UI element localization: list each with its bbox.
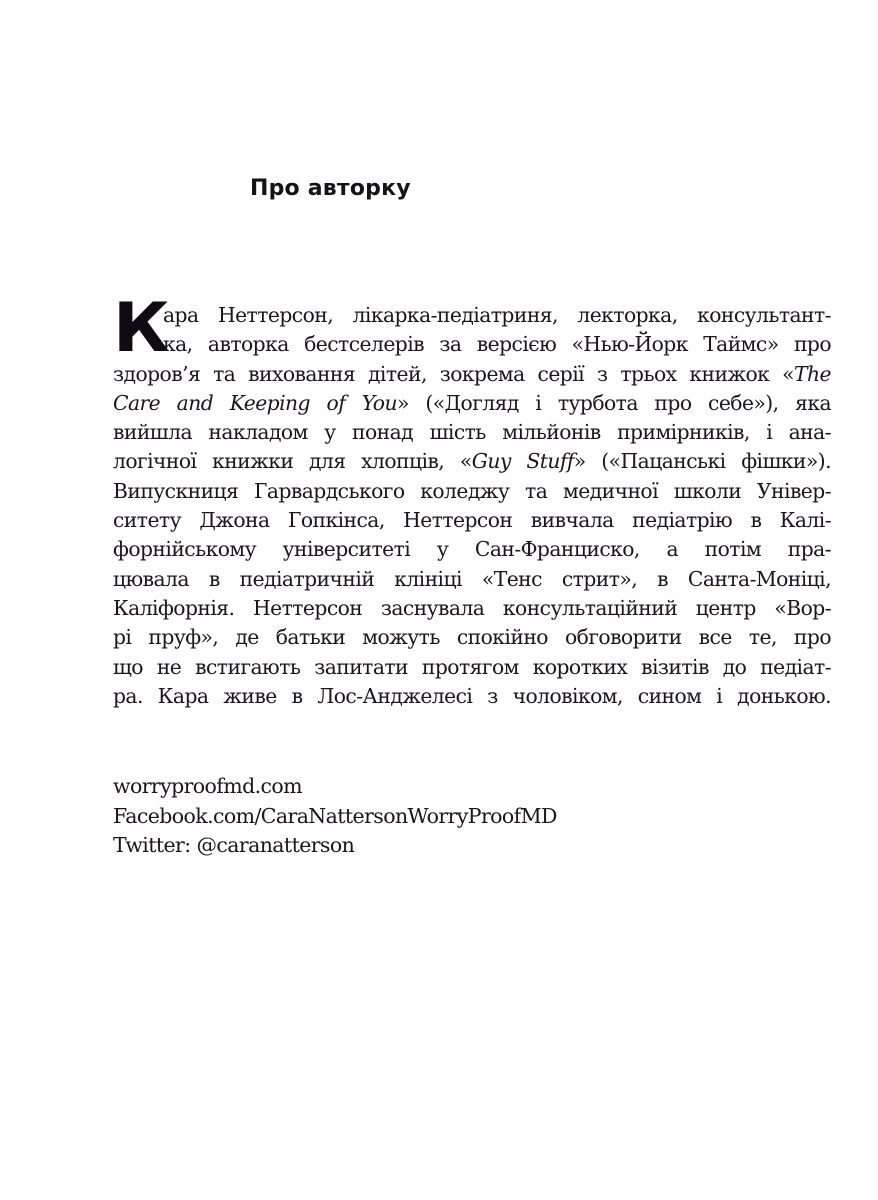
bio-text: рі пруф», де батьки можуть спокійно обговорити все те, про <box>113 625 831 650</box>
bio-line <box>113 418 831 447</box>
bio-line <box>113 301 831 330</box>
bio-text: ра. Кара живе в Лос-Анджелесі з чоловіком, сином і донькою. <box>113 683 831 708</box>
bio-text: здоров’я та виховання дітей, зокрема серії з трьох книжок « <box>113 361 795 386</box>
bio-line <box>113 447 831 476</box>
bio-text: логічної книжки для хлопців, « <box>113 449 472 474</box>
bio-text: ка, авторка бестселерів за версією «Нью-Йорк Таймс» про <box>163 332 831 357</box>
book-title-text: Guy Stuff <box>471 449 574 474</box>
bio-text: форнійському університеті у Сан-Франциско, а потім пра- <box>113 537 831 562</box>
bio-line <box>113 360 831 389</box>
bio-line <box>113 653 831 682</box>
bio-line <box>113 682 831 711</box>
bio-text: Каліфорнія. Неттерсон заснувала консультаційний центр «Вор- <box>113 595 831 620</box>
bio-text: ситету Джона Гопкінса, Неттерсон вивчала педіатрію в Калі- <box>113 508 831 533</box>
bio-line <box>113 594 831 623</box>
drop-cap: К <box>113 289 170 368</box>
book-title-text: The <box>794 361 831 386</box>
bio-line <box>113 535 831 564</box>
bio-line <box>113 565 831 594</box>
book-title-text: Care and Keeping of You <box>113 390 397 415</box>
bio-text: що не встигають запитати протягом коротких візитів до педіат- <box>113 654 831 679</box>
bio-text: ара Неттерсон, лікарка-педіатриня, лекторка, консультант- <box>163 303 831 327</box>
author-bio <box>113 289 831 711</box>
bio-text: » («Догляд і турбота про себе»), яка <box>396 390 831 415</box>
bio-line <box>113 389 831 418</box>
bio-line <box>113 623 831 652</box>
twitter-handle[interactable]: Twitter: @caranatterson <box>113 833 355 857</box>
bio-line <box>113 330 831 359</box>
bio-line <box>113 477 831 506</box>
bio-text: » («Пацанські фішки»). <box>573 449 831 474</box>
bio-text: Випускниця Гарвардського коледжу та медичної школи Універ- <box>113 478 831 503</box>
bio-text: вийшла накладом у понад шість мільйонів примірників, і ана- <box>113 420 831 445</box>
author-links <box>113 772 557 861</box>
bio-line <box>113 506 831 535</box>
bio-text: цювала в педіатричній клініці «Тенс стрит», в Санта-Моніці, <box>113 566 831 591</box>
section-heading: Про авторку <box>250 176 411 201</box>
website-link[interactable]: worryproofmd.com <box>113 774 303 798</box>
facebook-link[interactable]: Facebook.com/CaraNattersonWorryProofMD <box>113 803 557 828</box>
